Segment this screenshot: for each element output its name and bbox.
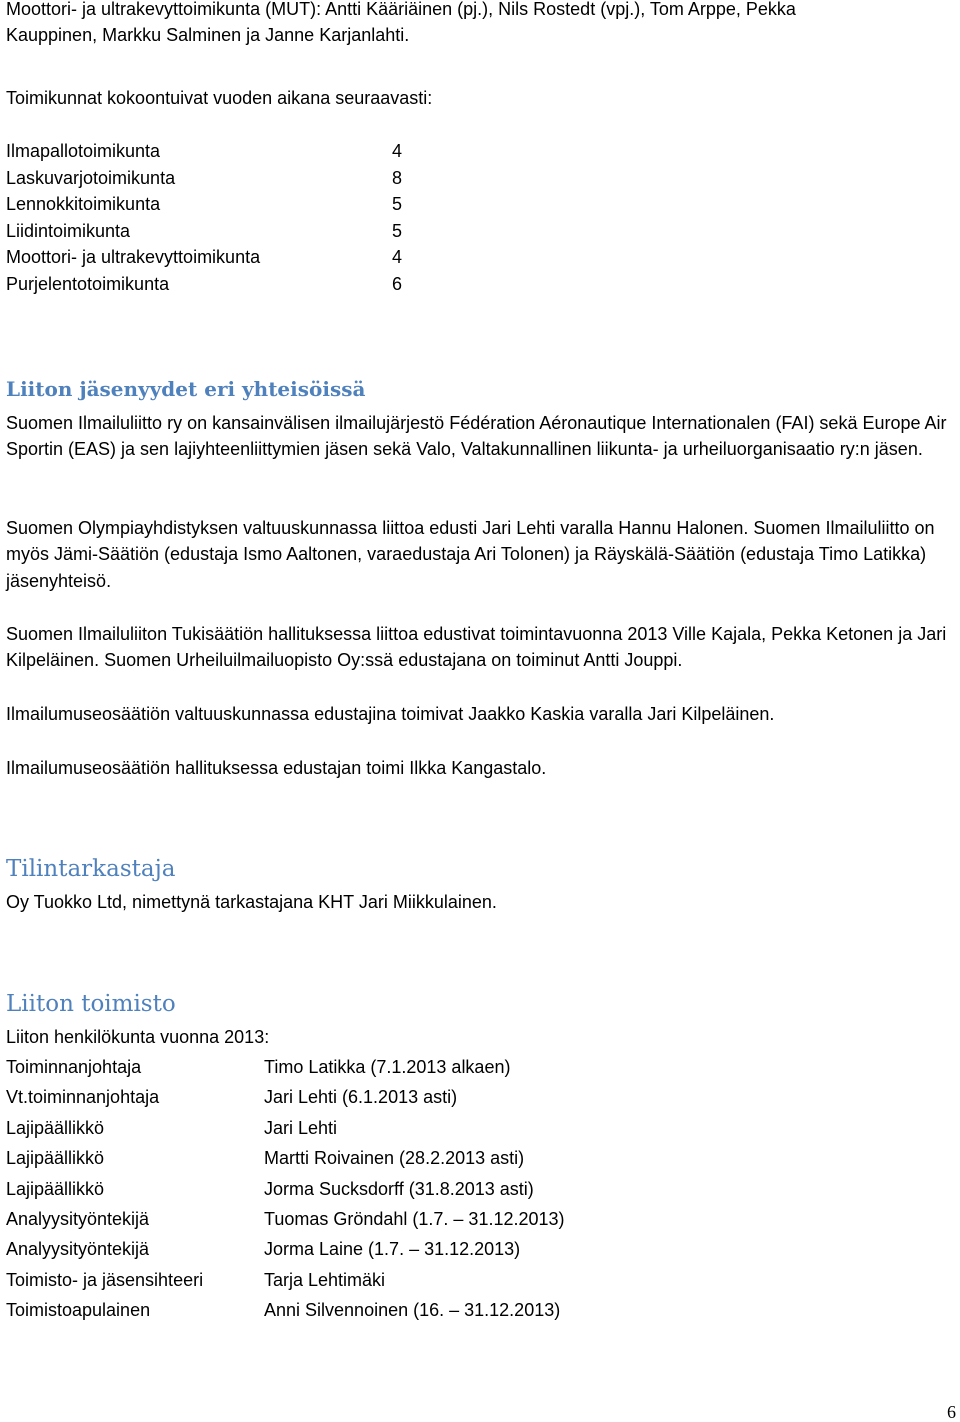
office-intro: Liiton henkilökunta vuonna 2013: [6,1027,270,1047]
auditor-text: Oy Tuokko Ltd, nimettynä tarkastajana KHT Jari Miikkulainen. [6,892,497,912]
staff-name: Jorma Sucksdorff (31.8.2013 asti) [264,1178,534,1199]
auditor-heading: Tilintarkastaja [6,856,176,882]
table-row [6,244,426,271]
staff-role: Analyysityöntekijä [6,1208,150,1229]
staff-role: Analyysityöntekijä [6,1239,150,1260]
staff-role: Toimisto- ja jäsensihteeri [6,1269,204,1290]
table-row [6,165,426,192]
memberships-paragraph: Suomen Ilmailuliitto ry on kansainvälisen ilmailujärjestö Fédération Aéronautique Internationalen (FAI) sekä Europe Air Sportin (EAS) ja sen lajiyhteenliittymien jäsen sekä Valo, Valtakunnallinen liikunta- ja urheiluorganisaatio ry:n jäsen. [6,413,947,460]
meeting-count: 4 [392,141,403,161]
intro-line: Kauppinen, Markku Salminen ja Janne Karjanlahti. [6,25,410,45]
table-row [6,218,426,245]
committee-name: Moottori- ja ultrakevyttoimikunta [6,247,261,267]
staff-role: Lajipäällikkö [6,1148,105,1169]
staff-role: Lajipäällikkö [6,1178,105,1199]
meeting-count: 5 [392,194,403,214]
office-heading: Liiton toimisto [6,991,176,1017]
table-row [6,1265,906,1295]
staff-name: Anni Silvennoinen (16. – 31.12.2013) [264,1300,561,1321]
staff-name: Martti Roivainen (28.2.2013 asti) [264,1148,525,1169]
memberships-paragraph: Ilmailumuseosäätiön valtuuskunnassa edustajina toimivat Jaakko Kaskia varalla Jari Kilpeläinen. [6,704,775,724]
staff-name: Tuomas Gröndahl (1.7. – 31.12.2013) [264,1208,565,1229]
table-row [6,1295,906,1325]
committee-name: Lennokkitoimikunta [6,194,161,214]
staff-name: Tarja Lehtimäki [264,1269,386,1290]
meeting-count: 5 [392,220,403,241]
table-row [6,1052,906,1082]
table-row [6,191,426,218]
staff-name: Timo Latikka (7.1.2013 alkaen) [264,1057,511,1077]
committee-name: Ilmapallotoimikunta [6,141,161,161]
table-row [6,1234,906,1264]
staff-role: Toimistoapulainen [6,1300,151,1321]
staff-role: Lajipäällikkö [6,1117,105,1138]
table-row [6,1113,906,1143]
memberships-heading: Liiton jäsenyydet eri yhteisöissä [6,377,366,401]
table-row [6,1082,906,1112]
meetings-intro: Toimikunnat kokoontuivat vuoden aikana seuraavasti: [6,88,433,108]
memberships-paragraph: Suomen Ilmailuliiton Tukisäätiön hallituksessa liittoa edustivat toimintavuonna 2013 Ville Kajala, Pekka Ketonen ja Jari Kilpeläinen. Suomen Urheiluilmailuopisto Oy:ssä edustajana on toiminut Antti Jouppi. [6,624,947,671]
staff-name: Jari Lehti [264,1117,338,1138]
memberships-paragraph: Suomen Olympiayhdistyksen valtuuskunnassa liittoa edusti Jari Lehti varalla Hannu Halonen. Suomen Ilmailuliitto on myös Jämi-Säätiön (edustaja Ismo Aaltonen, varaedustaja Ari Tolonen) ja Räyskälä-Säätiön (edustaja Timo Latikka) jäsenyhteisö. [6,518,935,591]
staff-role: Toiminnanjohtaja [6,1057,142,1077]
page-number: 6 [947,1402,956,1422]
table-row [6,1174,906,1204]
meeting-count: 4 [392,247,403,267]
table-row [6,1143,906,1173]
committee-meetings-table [6,138,426,297]
staff-name: Jari Lehti (6.1.2013 asti) [264,1087,458,1108]
staff-name: Jorma Laine (1.7. – 31.12.2013) [264,1239,521,1260]
table-row [6,271,426,298]
meeting-count: 6 [392,273,403,294]
memberships-paragraph: Ilmailumuseosäätiön hallituksessa edustajan toimi Ilkka Kangastalo. [6,758,547,778]
meeting-count: 8 [392,167,403,188]
committee-name: Laskuvarjotoimikunta [6,167,176,188]
committee-name: Purjelentotoimikunta [6,273,170,294]
staff-role: Vt.toiminnanjohtaja [6,1087,160,1108]
table-row [6,138,426,165]
intro-line: Moottori- ja ultrakevyttoimikunta (MUT): Antti Kääriäinen (pj.), Nils Rostedt (vpj.), Tom Arppe, Pekka [6,0,796,19]
table-row [6,1204,906,1234]
staff-table [6,1052,906,1326]
committee-name: Liidintoimikunta [6,220,131,241]
